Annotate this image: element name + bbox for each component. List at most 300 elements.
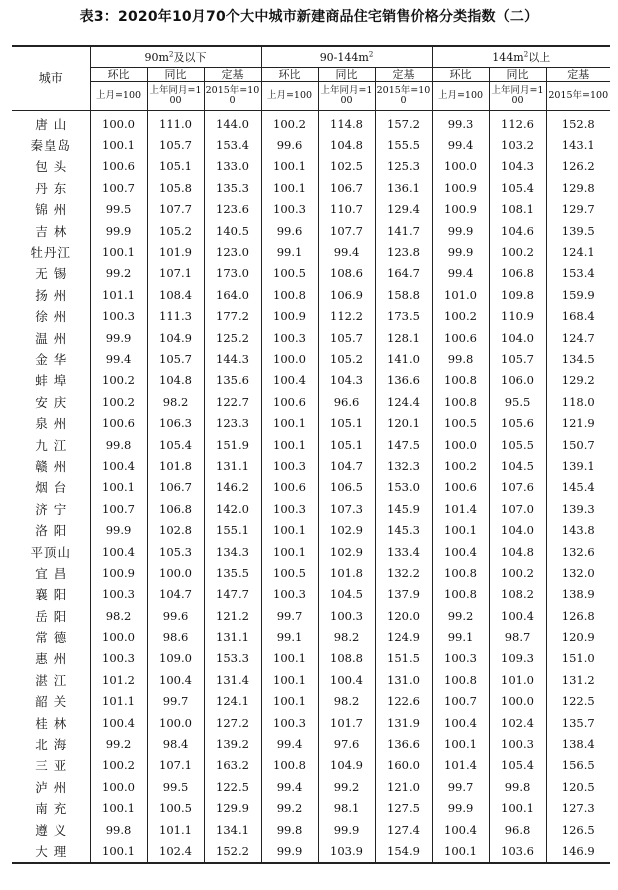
value-cell: 97.6 [318,733,375,754]
value-cell: 99.5 [147,776,204,797]
value-cell: 104.5 [489,455,546,476]
city-cell: 九江 [35,437,73,453]
value-cell: 152.2 [204,840,261,862]
value-cell: 106.8 [489,263,546,284]
value-cell: 128.1 [375,327,432,348]
value-cell: 100.2 [489,562,546,583]
value-cell: 98.4 [147,733,204,754]
metric-header: 定基 [546,68,610,82]
value-cell: 134.3 [204,541,261,562]
value-cell: 100.7 [90,177,147,198]
value-cell: 118.0 [546,391,610,412]
city-cell: 锦州 [35,202,73,218]
value-cell: 104.7 [318,455,375,476]
value-cell: 101.8 [147,455,204,476]
value-cell: 100.1 [261,541,318,562]
value-cell: 104.3 [318,370,375,391]
value-cell: 106.9 [318,284,375,305]
table-title: 表3：2020年10月70个大中城市新建商品住宅销售价格分类指数（二） [79,9,539,25]
city-cell: 唐山 [35,116,73,132]
group-header-medium: $90-144m^2$ [261,46,432,68]
value-cell: 99.3 [432,111,489,135]
value-cell: 131.2 [546,669,610,690]
value-cell: 108.1 [489,199,546,220]
value-cell: 100.1 [261,648,318,669]
value-cell: 131.1 [204,455,261,476]
value-cell: 120.5 [546,776,610,797]
table-row [12,370,610,391]
value-cell: 146.9 [546,840,610,862]
value-cell: 129.4 [375,199,432,220]
metric-header: 环比 [432,68,489,82]
value-cell: 96.6 [318,391,375,412]
value-cell: 177.2 [204,306,261,327]
value-cell: 100.5 [432,412,489,433]
city-cell: 襄阳 [35,587,73,603]
value-cell: 99.6 [147,605,204,626]
table-row [12,134,610,155]
value-cell: 100.5 [261,263,318,284]
value-cell: 101.4 [432,498,489,519]
value-cell: 112.2 [318,306,375,327]
value-cell: 126.5 [546,819,610,840]
value-cell: 123.0 [204,241,261,262]
value-cell: 100.8 [432,391,489,412]
value-cell: 122.5 [546,691,610,712]
city-cell: 三亚 [35,758,73,774]
value-cell: 108.8 [318,648,375,669]
value-cell: 101.7 [318,712,375,733]
value-cell: 100.4 [432,712,489,733]
value-cell: 104.5 [318,584,375,605]
value-cell: 98.1 [318,798,375,819]
value-cell: 108.2 [489,584,546,605]
city-cell: 遵义 [35,822,73,838]
base-header-label: 2015年=100 [376,85,431,106]
table-row [12,241,610,262]
city-cell: 平顶山 [30,544,71,560]
value-cell: 144.3 [204,348,261,369]
value-cell: 105.7 [318,327,375,348]
table-row [12,605,610,626]
value-cell: 100.1 [261,434,318,455]
value-cell: 125.3 [375,156,432,177]
table-row [12,541,610,562]
value-cell: 101.1 [90,284,147,305]
value-cell: 100.1 [261,669,318,690]
value-cell: 110.9 [489,306,546,327]
value-cell: 99.4 [432,263,489,284]
value-cell: 105.7 [489,348,546,369]
value-cell: 100.4 [147,669,204,690]
value-cell: 100.4 [432,541,489,562]
value-cell: 106.8 [147,498,204,519]
value-cell: 102.4 [489,712,546,733]
value-cell: 103.2 [489,134,546,155]
value-cell: 132.3 [375,455,432,476]
value-cell: 105.4 [489,755,546,776]
value-cell: 151.9 [204,434,261,455]
value-cell: 100.1 [489,798,546,819]
value-cell: 100.3 [261,199,318,220]
metric-header: 环比 [90,68,147,82]
value-cell: 100.4 [318,669,375,690]
value-cell: 99.2 [432,605,489,626]
city-cell: 济宁 [35,501,73,517]
value-cell: 157.2 [375,111,432,135]
value-cell: 124.9 [375,626,432,647]
value-cell: 131.9 [375,712,432,733]
value-cell: 125.2 [204,327,261,348]
value-cell: 154.9 [375,840,432,862]
value-cell: 134.1 [204,819,261,840]
value-cell: 129.7 [546,199,610,220]
value-cell: 101.4 [432,755,489,776]
value-cell: 100.4 [489,605,546,626]
value-cell: 100.0 [90,626,147,647]
city-cell: 北海 [35,737,73,753]
table-row [12,327,610,348]
value-cell: 121.2 [204,605,261,626]
base-header [546,82,610,111]
value-cell: 151.5 [375,648,432,669]
city-cell: 徐州 [35,309,73,325]
value-cell: 123.8 [375,241,432,262]
table-row [12,284,610,305]
value-cell: 98.2 [90,605,147,626]
value-cell: 173.5 [375,306,432,327]
value-cell: 112.6 [489,111,546,135]
value-cell: 100.2 [432,455,489,476]
value-cell: 100.6 [261,477,318,498]
value-cell: 98.6 [147,626,204,647]
value-cell: 144.0 [204,111,261,135]
value-cell: 99.2 [90,263,147,284]
value-cell: 173.0 [204,263,261,284]
value-cell: 100.6 [432,327,489,348]
value-cell: 99.9 [318,819,375,840]
city-cell: 泉州 [35,416,73,432]
value-cell: 98.7 [489,626,546,647]
value-cell: 105.5 [489,434,546,455]
base-header-label: 2015年=100 [205,85,260,106]
value-cell: 99.5 [90,199,147,220]
value-cell: 164.0 [204,284,261,305]
value-cell: 99.4 [432,134,489,155]
value-cell: 133.0 [204,156,261,177]
metric-header: 环比 [261,68,318,82]
city-cell: 烟台 [35,480,73,496]
value-cell: 105.1 [318,434,375,455]
value-cell: 151.0 [546,648,610,669]
value-cell: 101.8 [318,562,375,583]
value-cell: 100.0 [489,691,546,712]
value-cell: 99.9 [90,327,147,348]
value-cell: 103.9 [318,840,375,862]
table-row [12,306,610,327]
table-row [12,455,610,476]
value-cell: 100.0 [90,776,147,797]
value-cell: 99.8 [90,819,147,840]
value-cell: 105.7 [147,134,204,155]
city-column-header: 城市 [12,46,90,111]
value-cell: 100.6 [261,391,318,412]
value-cell: 100.0 [261,348,318,369]
metric-header: 定基 [375,68,432,82]
city-cell: 牡丹江 [30,245,71,261]
value-cell: 99.6 [261,220,318,241]
value-cell: 100.9 [432,199,489,220]
value-cell: 131.0 [375,669,432,690]
value-cell: 141.7 [375,220,432,241]
value-cell: 111.0 [147,111,204,135]
value-cell: 155.5 [375,134,432,155]
city-cell: 桂林 [35,715,73,731]
base-header-label: 上年同月=100 [491,85,544,106]
value-cell: 153.0 [375,477,432,498]
value-cell: 107.3 [318,498,375,519]
value-cell: 99.6 [261,134,318,155]
value-cell: 104.0 [489,519,546,540]
value-cell: 104.9 [318,755,375,776]
price-index-table [12,45,610,864]
base-header-label: 上月=100 [95,90,142,101]
table-row [12,348,610,369]
city-cell: 宜昌 [35,565,73,581]
city-cell: 岳阳 [35,608,73,624]
value-cell: 100.3 [90,306,147,327]
city-cell: 吉林 [35,223,73,239]
city-cell: 南充 [35,801,73,817]
table-row [12,562,610,583]
value-cell: 109.8 [489,284,546,305]
value-cell: 100.8 [261,284,318,305]
city-cell: 常德 [35,630,73,646]
value-cell: 99.9 [432,798,489,819]
value-cell: 100.3 [432,648,489,669]
table-row [12,220,610,241]
value-cell: 129.2 [546,370,610,391]
value-cell: 100.8 [432,370,489,391]
value-cell: 101.0 [432,284,489,305]
city-cell: 温州 [35,330,73,346]
value-cell: 126.8 [546,605,610,626]
value-cell: 136.1 [375,177,432,198]
value-cell: 146.2 [204,477,261,498]
value-cell: 100.6 [90,156,147,177]
value-cell: 142.0 [204,498,261,519]
value-cell: 99.1 [432,626,489,647]
value-cell: 99.9 [90,519,147,540]
value-cell: 104.3 [489,156,546,177]
value-cell: 100.8 [432,669,489,690]
table-row [12,840,610,862]
value-cell: 150.7 [546,434,610,455]
value-cell: 100.1 [261,691,318,712]
value-cell: 100.7 [90,498,147,519]
city-cell: 赣州 [35,458,73,474]
value-cell: 99.9 [432,220,489,241]
value-cell: 99.2 [90,733,147,754]
value-cell: 99.1 [261,241,318,262]
base-header [432,82,489,111]
value-cell: 153.4 [204,134,261,155]
value-cell: 121.0 [375,776,432,797]
city-cell: 包头 [35,159,73,175]
value-cell: 98.2 [318,626,375,647]
value-cell: 100.2 [432,306,489,327]
base-header-label: 上年同月=100 [149,85,202,106]
value-cell: 127.4 [375,819,432,840]
table-row [12,648,610,669]
value-cell: 138.4 [546,733,610,754]
value-cell: 133.4 [375,541,432,562]
city-cell: 湛江 [35,672,73,688]
table-row [12,199,610,220]
value-cell: 100.8 [432,562,489,583]
base-header-label: 上年同月=100 [320,85,373,106]
value-cell: 99.4 [261,733,318,754]
value-cell: 100.0 [432,434,489,455]
value-cell: 105.6 [489,412,546,433]
value-cell: 100.3 [90,584,147,605]
value-cell: 109.3 [489,648,546,669]
value-cell: 127.3 [546,798,610,819]
value-cell: 105.8 [147,177,204,198]
value-cell: 105.1 [318,412,375,433]
value-cell: 158.8 [375,284,432,305]
value-cell: 100.0 [432,156,489,177]
city-cell: 无锡 [35,266,73,282]
value-cell: 102.9 [318,541,375,562]
value-cell: 147.7 [204,584,261,605]
value-cell: 104.0 [489,327,546,348]
value-cell: 105.1 [147,156,204,177]
value-cell: 104.6 [489,220,546,241]
metric-header: 同比 [147,68,204,82]
value-cell: 159.9 [546,284,610,305]
value-cell: 100.2 [261,111,318,135]
value-cell: 100.1 [90,134,147,155]
city-cell: 泸州 [35,779,73,795]
value-cell: 100.2 [489,241,546,262]
value-cell: 100.4 [90,712,147,733]
value-cell: 100.1 [90,798,147,819]
base-header [375,82,432,111]
value-cell: 122.7 [204,391,261,412]
value-cell: 100.1 [261,177,318,198]
table-row [12,755,610,776]
value-cell: 100.1 [432,519,489,540]
value-cell: 139.3 [546,498,610,519]
value-cell: 101.1 [147,819,204,840]
value-cell: 122.6 [375,691,432,712]
value-cell: 100.1 [90,477,147,498]
table-row [12,712,610,733]
value-cell: 147.5 [375,434,432,455]
city-cell: 金华 [35,351,73,367]
value-cell: 100.2 [90,391,147,412]
value-cell: 104.8 [318,134,375,155]
value-cell: 138.9 [546,584,610,605]
value-cell: 100.7 [432,691,489,712]
value-cell: 99.8 [261,819,318,840]
value-cell: 102.9 [318,519,375,540]
value-cell: 137.9 [375,584,432,605]
value-cell: 100.4 [90,455,147,476]
value-cell: 102.4 [147,840,204,862]
base-header [90,82,147,111]
table-row [12,691,610,712]
value-cell: 136.6 [375,370,432,391]
city-cell: 秦皇岛 [30,138,71,154]
value-cell: 107.0 [489,498,546,519]
value-cell: 145.3 [375,519,432,540]
base-header-label: 上月=100 [437,90,484,101]
value-cell: 106.7 [147,477,204,498]
value-cell: 168.4 [546,306,610,327]
value-cell: 99.9 [432,241,489,262]
value-cell: 114.8 [318,111,375,135]
table-row [12,177,610,198]
value-cell: 98.2 [318,691,375,712]
value-cell: 100.9 [432,177,489,198]
group-header-small: $90m^2$及以下 [90,46,261,68]
value-cell: 101.1 [90,691,147,712]
value-cell: 105.4 [489,177,546,198]
value-cell: 127.5 [375,798,432,819]
value-cell: 100.3 [261,712,318,733]
metric-header: 同比 [489,68,546,82]
table-row [12,669,610,690]
value-cell: 102.5 [318,156,375,177]
value-cell: 98.2 [147,391,204,412]
value-cell: 153.3 [204,648,261,669]
value-cell: 99.2 [318,776,375,797]
city-cell: 扬州 [35,287,73,303]
value-cell: 135.3 [204,177,261,198]
value-cell: 100.8 [432,584,489,605]
value-cell: 107.7 [147,199,204,220]
table-row [12,391,610,412]
value-cell: 120.9 [546,626,610,647]
table-row [12,111,610,135]
value-cell: 106.7 [318,177,375,198]
table-body [12,111,610,863]
value-cell: 99.2 [261,798,318,819]
value-cell: 99.4 [90,348,147,369]
value-cell: 100.5 [261,562,318,583]
value-cell: 140.5 [204,220,261,241]
value-cell: 124.4 [375,391,432,412]
value-cell: 107.1 [147,263,204,284]
value-cell: 109.0 [147,648,204,669]
value-cell: 155.1 [204,519,261,540]
value-cell: 108.4 [147,284,204,305]
value-cell: 126.2 [546,156,610,177]
value-cell: 106.5 [318,477,375,498]
city-cell: 蚌埠 [35,373,73,389]
value-cell: 156.5 [546,755,610,776]
value-cell: 100.3 [261,584,318,605]
value-cell: 100.5 [147,798,204,819]
metric-header: 定基 [204,68,261,82]
value-cell: 100.1 [432,733,489,754]
value-cell: 100.8 [261,755,318,776]
value-cell: 99.7 [147,691,204,712]
value-cell: 124.1 [204,691,261,712]
value-cell: 136.6 [375,733,432,754]
